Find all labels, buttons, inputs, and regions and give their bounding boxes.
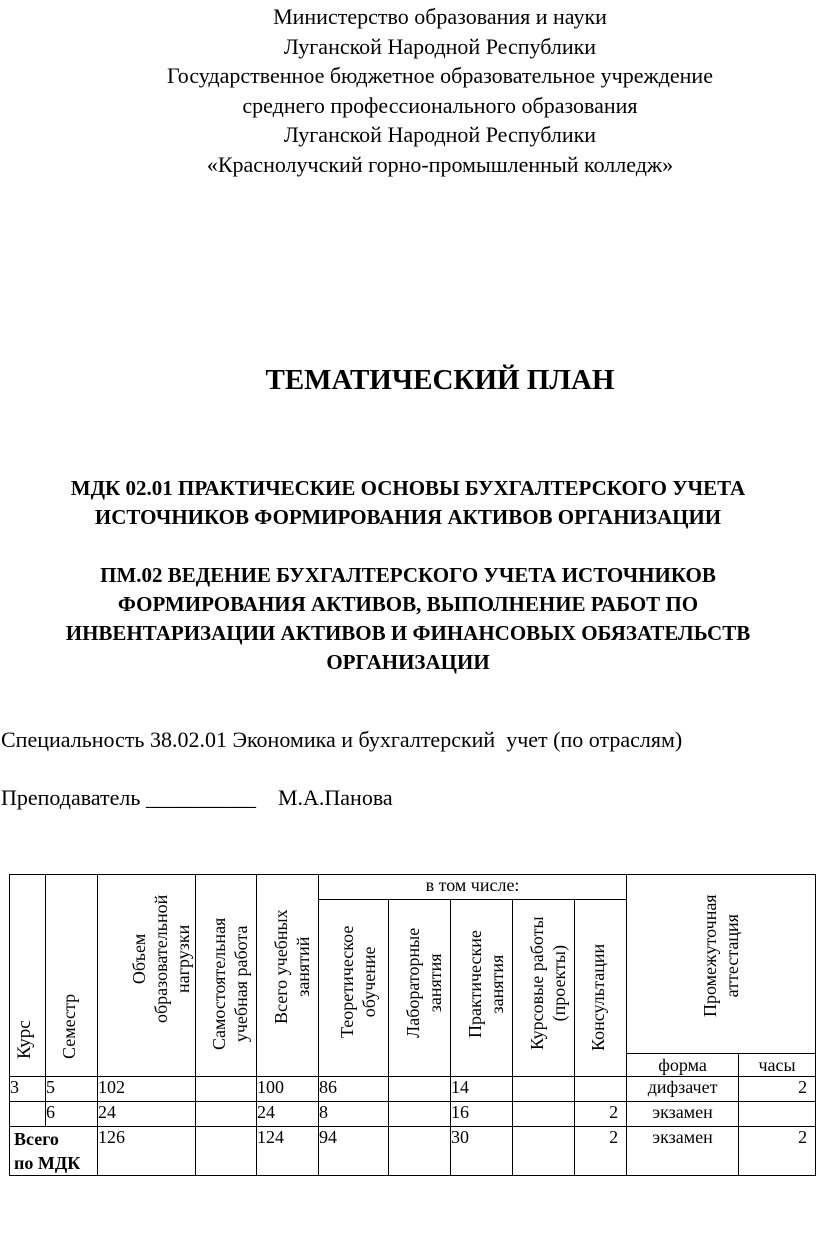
lab-header-text: занятия — [424, 953, 445, 1013]
course-header-text: Курс — [13, 1020, 35, 1059]
header-line: Министерство образования и науки — [273, 4, 607, 29]
col-header-coursework — [513, 900, 575, 1077]
including-header: в том числе: — [319, 875, 627, 900]
header-line: Луганской Народной Республики — [283, 33, 597, 59]
col-header-volume — [98, 875, 196, 1077]
cell-practical: 30 — [451, 1127, 513, 1176]
cell-form: экзамен — [627, 1127, 739, 1176]
specialty-line: Специальность 38.02.01 Экономика и бухгалтерский учет (по отраслям) — [1, 727, 683, 752]
table-row — [10, 1102, 816, 1127]
total-classes-header-text: Всего учебных — [270, 909, 291, 1024]
teacher-line — [1, 785, 393, 811]
cell-theory: 94 — [319, 1127, 389, 1176]
mdk-title — [0, 474, 816, 532]
cell-total: 24 — [257, 1102, 319, 1127]
cell-form: дифзачет — [627, 1077, 739, 1102]
cell-course: 3 — [10, 1077, 46, 1102]
coursework-header-text: (проекты) — [548, 945, 569, 1022]
cell-theory: 86 — [319, 1077, 389, 1102]
col-header-theory — [319, 900, 389, 1077]
self-work-header-text: учебная работа — [231, 925, 251, 1043]
mdk-line: МДК 02.01 ПРАКТИЧЕСКИЕ ОСНОВЫ БУХГАЛТЕРСКОГО УЧЕТА — [70, 476, 746, 500]
col-header-self-work — [196, 875, 257, 1077]
total-label-line: Всего — [14, 1129, 59, 1149]
cell-self-work — [196, 1077, 257, 1102]
cell-lab — [389, 1127, 451, 1176]
consultations-header-text: Консультации — [587, 943, 608, 1051]
cell-consult: 2 — [575, 1102, 627, 1127]
practical-header-text: Практические — [464, 930, 485, 1038]
total-row — [10, 1127, 816, 1176]
cell-total: 100 — [257, 1077, 319, 1102]
signature-line: __________ — [145, 785, 256, 810]
thematic-plan-table — [9, 874, 816, 1176]
cell-lab — [389, 1102, 451, 1127]
cell-coursework — [513, 1102, 575, 1127]
table-row — [10, 1077, 816, 1102]
teacher-name: М.А.Панова — [277, 785, 393, 810]
form-header: форма — [627, 1054, 739, 1077]
cell-total: 124 — [257, 1127, 319, 1176]
theory-header-text: Теоретическое — [336, 925, 357, 1038]
col-header-practical — [451, 900, 513, 1077]
header-line: среднего профессионального образования — [242, 92, 638, 118]
col-header-attestation — [627, 875, 816, 1054]
practical-header-text: занятия — [486, 954, 507, 1014]
cell-lab — [389, 1077, 451, 1102]
col-header-total-classes — [257, 875, 319, 1077]
cell-coursework — [513, 1077, 575, 1102]
total-classes-header-text: занятий — [292, 936, 313, 997]
cell-hours: 2 — [739, 1077, 816, 1102]
cell-self-work — [196, 1127, 257, 1176]
col-header-semester — [46, 875, 98, 1077]
volume-header-text: нагрузки — [172, 924, 193, 994]
attestation-header-text: Промежуточная — [700, 894, 721, 1017]
coursework-header-text: Курсовые работы — [526, 916, 547, 1050]
volume-header-text: Объем — [128, 933, 149, 985]
cell-volume: 126 — [98, 1127, 196, 1176]
attestation-header-text: аттестация — [722, 914, 743, 998]
cell-course — [10, 1102, 46, 1127]
header-line: Луганской Народной Республики — [283, 122, 597, 147]
cell-practical: 16 — [451, 1102, 513, 1127]
cell-total-label — [10, 1127, 98, 1176]
cell-consult — [575, 1077, 627, 1102]
cell-volume: 102 — [98, 1077, 196, 1102]
col-header-consultations — [575, 900, 627, 1077]
document-title: ТЕМАТИЧЕСКИЙ ПЛАН — [265, 364, 615, 396]
self-work-header-text: Самостоятельная — [209, 917, 229, 1050]
theory-header-text: обучение — [358, 946, 379, 1018]
header-line: «Краснолучский горно-промышленный колледж» — [206, 151, 674, 177]
cell-semester: 5 — [46, 1077, 98, 1102]
header-line: Государственное бюджетное образовательное учреждение — [167, 63, 713, 88]
pm-line: ИНВЕНТАРИЗАЦИИ АКТИВОВ И ФИНАНСОВЫХ ОБЯЗАТЕЛЬСТВ — [65, 621, 751, 645]
teacher-label: Преподаватель — [1, 785, 141, 810]
cell-consult: 2 — [575, 1127, 627, 1176]
lab-header-text: Лабораторные — [402, 927, 423, 1038]
cell-form: экзамен — [627, 1102, 739, 1127]
institution-header — [0, 2, 816, 179]
cell-coursework — [513, 1127, 575, 1176]
cell-self-work — [196, 1102, 257, 1127]
hours-header: часы — [739, 1054, 816, 1077]
pm-line: ФОРМИРОВАНИЯ АКТИВОВ, ВЫПОЛНЕНИЕ РАБОТ ПО — [117, 592, 699, 616]
col-header-course — [10, 875, 46, 1077]
cell-volume: 24 — [98, 1102, 196, 1127]
total-label-line: по МДК — [14, 1153, 81, 1173]
col-header-lab — [389, 900, 451, 1077]
semester-header-text: Семестр — [58, 993, 79, 1059]
pm-line: ПМ.02 ВЕДЕНИЕ БУХГАЛТЕРСКОГО УЧЕТА ИСТОЧНИКОВ — [100, 563, 716, 587]
cell-hours — [739, 1102, 816, 1127]
cell-hours: 2 — [739, 1127, 816, 1176]
cell-practical: 14 — [451, 1077, 513, 1102]
mdk-line: ИСТОЧНИКОВ ФОРМИРОВАНИЯ АКТИВОВ ОРГАНИЗАЦИИ — [94, 505, 722, 529]
cell-theory: 8 — [319, 1102, 389, 1127]
volume-header-text: образовательной — [150, 894, 171, 1023]
pm-title — [0, 561, 816, 677]
pm-line: ОРГАНИЗАЦИИ — [326, 650, 490, 674]
cell-semester: 6 — [46, 1102, 98, 1127]
